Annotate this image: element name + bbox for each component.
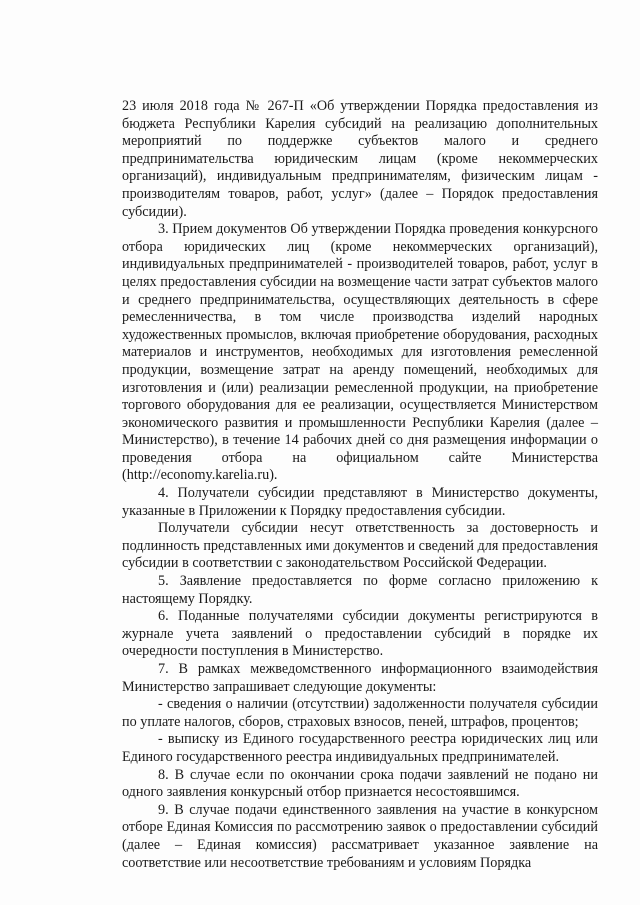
paragraph-intro: 23 июля 2018 года № 267-П «Об утверждении Порядка предоставления из бюджета Республики Карелия субсидий на реализацию дополнительных мероприятий по поддержке субъектов малого и среднего предпринимательства юридическим лицам (кроме некоммерческих организаций), индивидуальным предпринимателям, физическим лицам - производителям товаров, работ, услуг» (далее – Порядок предоставления субсидии). [122, 98, 598, 220]
list-item-tax-debt: - сведения о наличии (отсутствии) задолженности получателя субсидии по уплате налогов, сборов, страховых взносов, пеней, штрафов, процентов; [122, 696, 598, 730]
paragraph-4: 4. Получатели субсидии представляют в Министерство документы, указанные в Приложении к Порядку предоставления субсидии. [122, 485, 598, 519]
paragraph-7: 7. В рамках межведомственного информационного взаимодействия Министерство запрашивает следующие документы: [122, 661, 598, 695]
paragraph-4-responsibility: Получатели субсидии несут ответственность за достоверность и подлинность представленных ими документов и сведений для предоставления субсидии в соответствии с законодательством Российской Федерации. [122, 520, 598, 572]
document-body [122, 98, 598, 872]
list-item-registry-extract: - выписку из Единого государственного реестра юридических лиц или Единого государственного реестра индивидуальных предпринимателей. [122, 731, 598, 765]
paragraph-9: 9. В случае подачи единственного заявления на участие в конкурсном отборе Единая Комиссия по рассмотрению заявок о предоставлении субсидий (далее – Единая комиссия) рассматривает указанное заявление на соответствие или несоответствие требованиям и условиям Порядка [122, 801, 598, 871]
paragraph-5: 5. Заявление предоставляется по форме согласно приложению к настоящему Порядку. [122, 573, 598, 607]
paragraph-8: 8. В случае если по окончании срока подачи заявлений не подано ни одного заявления конкурсный отбор признается несостоявшимся. [122, 766, 598, 801]
paragraph-6: 6. Поданные получателями субсидии документы регистрируются в журнале учета заявлений о предоставлении субсидий в порядке их очередности поступления в Министерство. [122, 608, 598, 660]
paragraph-3: 3. Прием документов Об утверждении Порядка проведения конкурсного отбора юридических лиц (кроме некоммерческих организаций), индивидуальных предпринимателей - производителей товаров, работ, услуг в целях предоставления субсидии на возмещение части затрат субъектов малого и среднего предпринимательства, осуществляющих деятельность в сфере ремесленничества, в том числе производства изделий народных художественных промыслов, включая приобретение оборудования, расходных материалов и инструментов, необходимых для изготовления ремесленной продукции, возмещение затрат на аренду помещений, необходимых для изготовления и (или) реализации ремесленной продукции, на приобретение торгового оборудования для ее реализации, осуществляется Министерством экономического развития и промышленности Республики Карелия (далее – Министерство), в течение 14 рабочих дней со дня размещения информации о проведения отбора на официальном сайте Министерства (http://economy.karelia.ru). [122, 221, 598, 484]
